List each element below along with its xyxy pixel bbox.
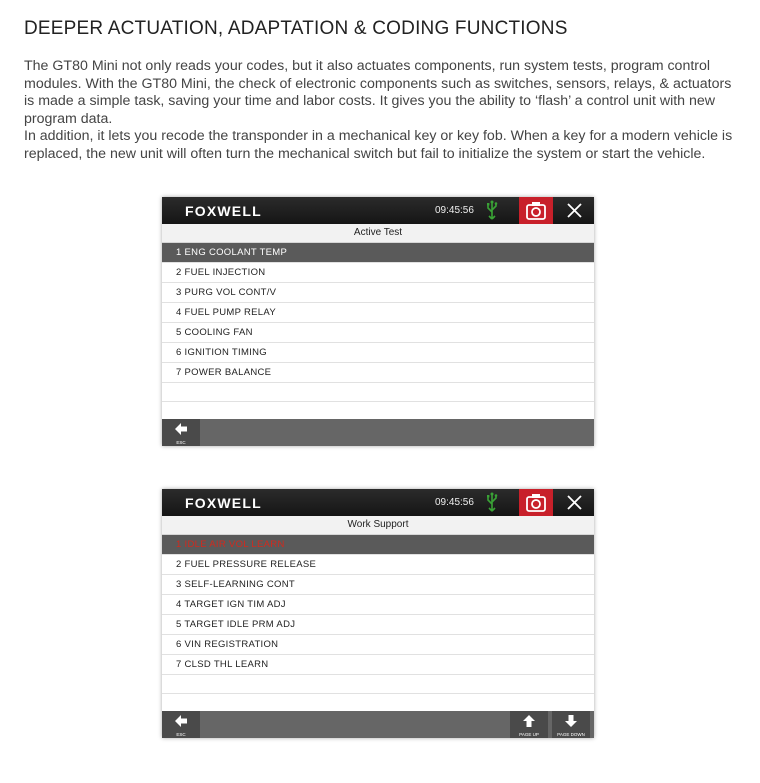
bottom-bar bbox=[162, 711, 594, 738]
menu-item-eng-coolant-temp[interactable]: 1 ENG COOLANT TEMP bbox=[162, 243, 594, 263]
clock: 09:45:56 bbox=[435, 497, 474, 508]
menu-list bbox=[162, 535, 594, 694]
esc-button[interactable] bbox=[162, 711, 200, 738]
back-arrow-icon bbox=[174, 422, 188, 436]
back-arrow-icon bbox=[174, 714, 188, 728]
bottom-bar bbox=[162, 419, 594, 446]
top-bar bbox=[162, 197, 594, 224]
page-down-label: PAGE DOWN bbox=[557, 732, 585, 737]
screen-title: Active Test bbox=[162, 224, 594, 243]
foxwell-logo: FOXWELL bbox=[185, 203, 262, 219]
camera-icon bbox=[526, 201, 546, 220]
usb-icon bbox=[484, 492, 500, 513]
menu-list bbox=[162, 243, 594, 402]
work-support-screen bbox=[162, 489, 594, 738]
intro-paragraph-1: The GT80 Mini not only reads your codes, but it also actuates components, run system tests, program control modules. With the GT80 Mini, the check of electronic components such as switches, sensors, relays, & actuators is made a simple task, saving your time and labor costs. It gives you the ability to ‘flash’ a control unit with new program data. bbox=[24, 58, 732, 127]
menu-item-ignition-timing[interactable]: 6 IGNITION TIMING bbox=[162, 343, 594, 363]
menu-item-vin-registration[interactable]: 6 VIN REGISTRATION bbox=[162, 635, 594, 655]
camera-icon bbox=[526, 493, 546, 512]
menu-item-clsd-thl-learn[interactable]: 7 CLSD THL LEARN bbox=[162, 655, 594, 675]
clock: 09:45:56 bbox=[435, 205, 474, 216]
menu-item-idle-air-vol-learn[interactable]: 1 IDLE AIR VOL LEARN bbox=[162, 535, 594, 555]
page-down-button[interactable] bbox=[552, 711, 590, 738]
page-up-button[interactable] bbox=[510, 711, 548, 738]
page-up-label: PAGE UP bbox=[519, 732, 539, 737]
foxwell-logo: FOXWELL bbox=[185, 495, 262, 511]
top-bar bbox=[162, 489, 594, 516]
menu-item-fuel-pressure-release[interactable]: 2 FUEL PRESSURE RELEASE bbox=[162, 555, 594, 575]
esc-button[interactable] bbox=[162, 419, 200, 446]
empty-row bbox=[162, 383, 594, 402]
camera-button[interactable] bbox=[519, 489, 553, 516]
menu-item-fuel-pump-relay[interactable]: 4 FUEL PUMP RELAY bbox=[162, 303, 594, 323]
menu-item-power-balance[interactable]: 7 POWER BALANCE bbox=[162, 363, 594, 383]
menu-item-cooling-fan[interactable]: 5 COOLING FAN bbox=[162, 323, 594, 343]
menu-item-fuel-injection[interactable]: 2 FUEL INJECTION bbox=[162, 263, 594, 283]
page-heading: DEEPER ACTUATION, ADAPTATION & CODING FUNCTIONS bbox=[24, 18, 568, 39]
menu-item-self-learning-cont[interactable]: 3 SELF-LEARNING CONT bbox=[162, 575, 594, 595]
menu-item-target-idle-prm-adj[interactable]: 5 TARGET IDLE PRM ADJ bbox=[162, 615, 594, 635]
close-icon[interactable] bbox=[565, 493, 584, 512]
camera-button[interactable] bbox=[519, 197, 553, 224]
close-icon[interactable] bbox=[565, 201, 584, 220]
menu-item-target-ign-tim-adj[interactable]: 4 TARGET IGN TIM ADJ bbox=[162, 595, 594, 615]
esc-label: ESC bbox=[176, 732, 186, 737]
down-arrow-icon bbox=[564, 714, 578, 728]
up-arrow-icon bbox=[522, 714, 536, 728]
intro-paragraph-2: In addition, it lets you recode the transponder in a mechanical key or key fob. When a key for a modern vehicle is replaced, the new unit will often turn the mechanical switch but fail to initialize the system or start the vehicle. bbox=[24, 128, 733, 162]
screen-title: Work Support bbox=[162, 516, 594, 535]
intro-text bbox=[24, 58, 742, 164]
active-test-screen bbox=[162, 197, 594, 446]
usb-icon bbox=[484, 200, 500, 221]
esc-label: ESC bbox=[176, 440, 186, 445]
empty-row bbox=[162, 675, 594, 694]
menu-item-purg-vol-cont[interactable]: 3 PURG VOL CONT/V bbox=[162, 283, 594, 303]
